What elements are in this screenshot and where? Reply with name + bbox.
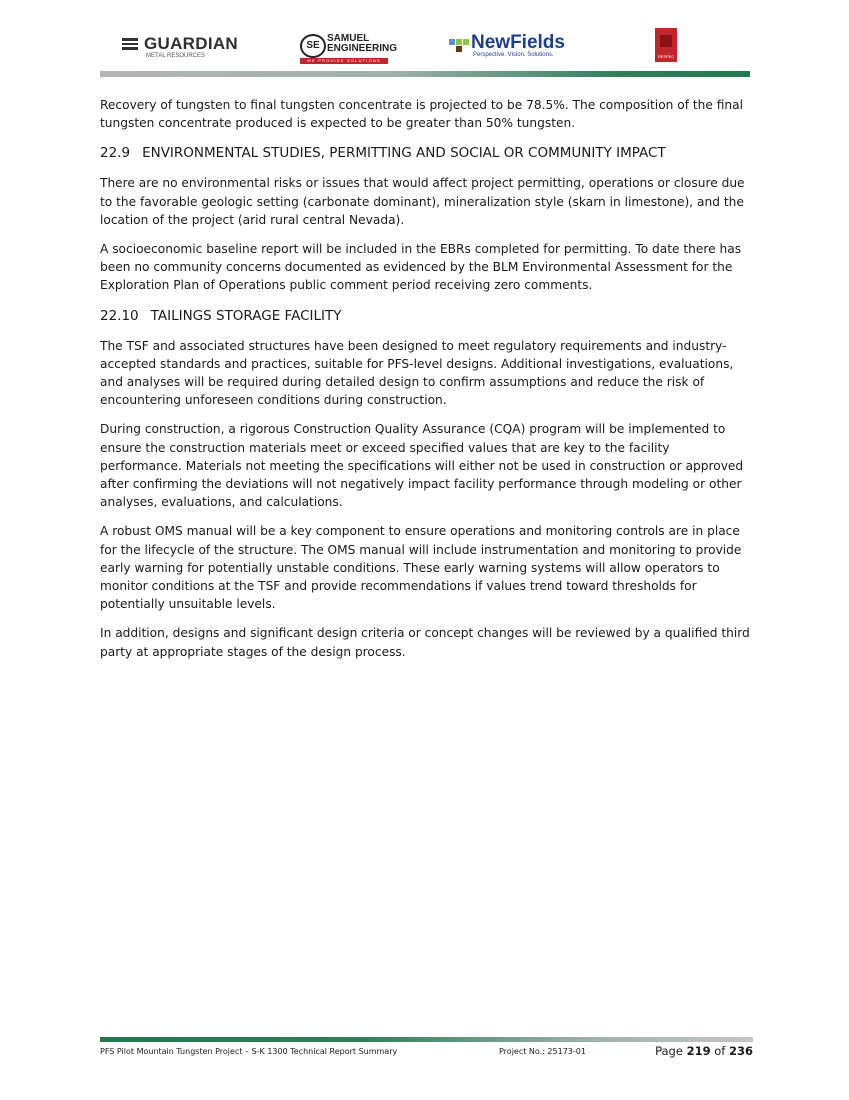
paragraph: Recovery of tungsten to final tungsten concentrate is projected to be 78.5%. The composition of the final tungsten concentrate produced is expected to be greater than 50% tungsten. — [100, 98, 744, 131]
guardian-logo-subtitle: METAL RESOURCES — [146, 53, 206, 59]
newfields-logo-name: NewFields — [471, 32, 565, 53]
se-circle-icon: SE — [300, 34, 326, 58]
paragraph: During construction, a rigorous Construction Quality Assurance (CQA) program will be implemented to ensure the construction materials meet or exceed specified values that are key to the facility performance. Materials not meeting the specifications will either not be used in construction or approved after confirming the deviations will not negatively impact facility performance through modeling or other analyses, evaluations, and calculations. — [100, 422, 744, 510]
paragraph: The TSF and associated structures have been designed to meet regulatory requirements and industry-accepted standards and practices, suitable for PFS-level designs. Additional investigations, evaluations, and analyses will be required during detailed design to confirm assumptions and reduce the risk of encountering unforeseen conditions during construction. — [100, 338, 734, 408]
paragraph: A socioeconomic baseline report will be included in the EBRs completed for permitting. To date there has been no community concerns documented as evidenced by the BLM Environmental Assessment for the Exploration Plan of Operations public comment period receiving zero comments. — [100, 242, 742, 293]
section-number: 22.9 — [100, 145, 131, 162]
paragraph: There are no environmental risks or issues that would affect project permitting, operations or closure due to the favorable geologic setting (carbonate dominant), mineralization style (skarn in limestone), and the location of the project (arid rural central Nevada). — [100, 176, 745, 227]
newfields-square-icon — [449, 39, 455, 45]
header-rule — [100, 71, 750, 77]
paragraph: A robust OMS manual will be a key component to ensure operations and monitoring controls are in place for the lifecycle of the structure. The OMS manual will include instrumentation and monitoring to provide early warning for potentially unstable conditions. These early warning systems will allow operators to monitor conditions at the TSF and provide recommendations if values trend toward thresholds for potentially unsuitable levels. — [100, 524, 742, 612]
newfields-square-icon — [463, 39, 469, 45]
samuel-logo-line1: SAMUEL — [327, 33, 370, 44]
samuel-logo-tagline: WE PROVIDE SOLUTIONS — [300, 58, 388, 64]
footer-project-number: Project No.: 25173-01 — [499, 1047, 586, 1056]
newfields-logo-tagline: Perspective. Vision. Solutions. — [473, 52, 554, 58]
guardian-logo-name: GUARDIAN — [144, 34, 239, 53]
section-number: 22.10 — [100, 307, 139, 324]
header-logos — [100, 28, 750, 70]
respec-logo-name: RESPEC — [657, 54, 675, 59]
newfields-square-icon — [456, 46, 462, 52]
guardian-lines-icon — [122, 38, 138, 50]
document-body — [100, 96, 750, 672]
respec-mark-icon — [660, 35, 672, 47]
samuel-logo-line2: ENGINEERING — [327, 43, 398, 54]
page-total: 236 — [728, 1044, 753, 1058]
page-current: 219 — [686, 1044, 711, 1058]
page-word: Page — [655, 1044, 683, 1058]
newfields-square-icon — [456, 39, 462, 45]
section-title: TAILINGS STORAGE FACILITY — [150, 307, 342, 324]
footer-rule — [100, 1037, 753, 1042]
page-of: of — [714, 1044, 726, 1058]
respec-logo — [655, 28, 677, 62]
page-footer — [100, 1044, 753, 1062]
section-heading-22-10 — [100, 306, 750, 326]
paragraph: In addition, designs and significant design criteria or concept changes will be reviewed by a qualified third party at appropriate stages of the design process. — [100, 626, 750, 659]
section-heading-22-9 — [100, 143, 750, 163]
section-title: ENVIRONMENTAL STUDIES, PERMITTING AND SOCIAL OR COMMUNITY IMPACT — [142, 145, 666, 162]
page-number — [655, 1044, 753, 1058]
footer-document-title: PFS Pilot Mountain Tungsten Project – S-K 1300 Technical Report Summary — [100, 1047, 398, 1056]
